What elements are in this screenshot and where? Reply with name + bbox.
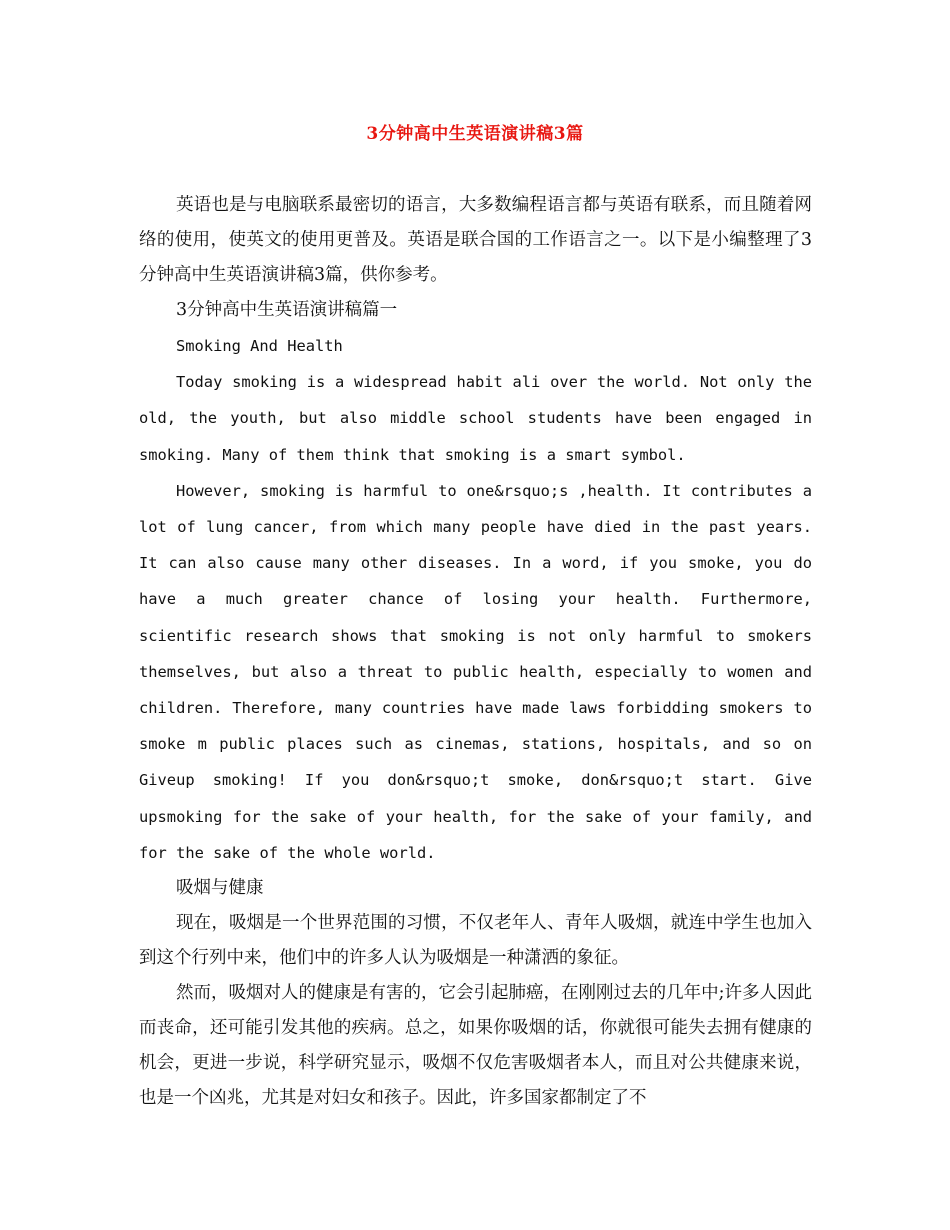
english-paragraph: Today smoking is a widespread habit ali over the world. Not only the old, the youth, but also middle school students have been engaged in smoking. Many of them think that smoking is a smart symbol. <box>139 373 812 464</box>
chinese-title: 吸烟与健康 <box>176 878 264 899</box>
intro-paragraph: 英语也是与电脑联系最密切的语言，大多数编程语言都与英语有联系，而且随着网络的使用，使英文的使用更普及。英语是联合国的工作语言之一。以下是小编整理了3分钟高中生英语演讲稿3篇，供你参考。 <box>139 195 812 285</box>
document-title: 3分钟高中生英语演讲稿3篇 <box>366 124 584 144</box>
chinese-paragraph: 现在，吸烟是一个世界范围的习惯，不仅老年人、青年人吸烟，就连中学生也加入到这个行列中来，他们中的许多人认为吸烟是一种潇洒的象征。 <box>139 913 812 969</box>
english-paragraph: However, smoking is harmful to one&rsquo;s ,health. It contributes a lot of lung cancer, from which many people have died in the past years. It can also cause many other diseases. In a word, if you smoke, you do have a much greater chance of losing your health. Furthermore, scientific research shows that smoking is not only harmful to smokers themselves, but also a threat to public health, especially to women and children. Therefore, many countries have made laws forbidding smokers to smoke m public places such as cinemas, stations, hospitals, and so on Giveup smoking! If you don&rsquo;t smoke, don&rsquo;t start. Give upsmoking for the sake of your health, for the sake of your family, and for the sake of the whole world. <box>139 481 812 862</box>
document-body <box>139 188 812 1116</box>
chinese-paragraph: 然而，吸烟对人的健康是有害的，它会引起肺癌，在刚刚过去的几年中;许多人因此而丧命，还可能引发其他的疾病。总之，如果你吸烟的话，你就很可能失去拥有健康的机会，更进一步说，科学研究显示，吸烟不仅危害吸烟者本人，而且对公共健康来说，也是一个凶兆，尤其是对妇女和孩子。因此，许多国家都制定了不 <box>139 983 812 1109</box>
section-heading: 3分钟高中生英语演讲稿篇一 <box>176 300 398 320</box>
speech-title: Smoking And Health <box>176 337 343 355</box>
